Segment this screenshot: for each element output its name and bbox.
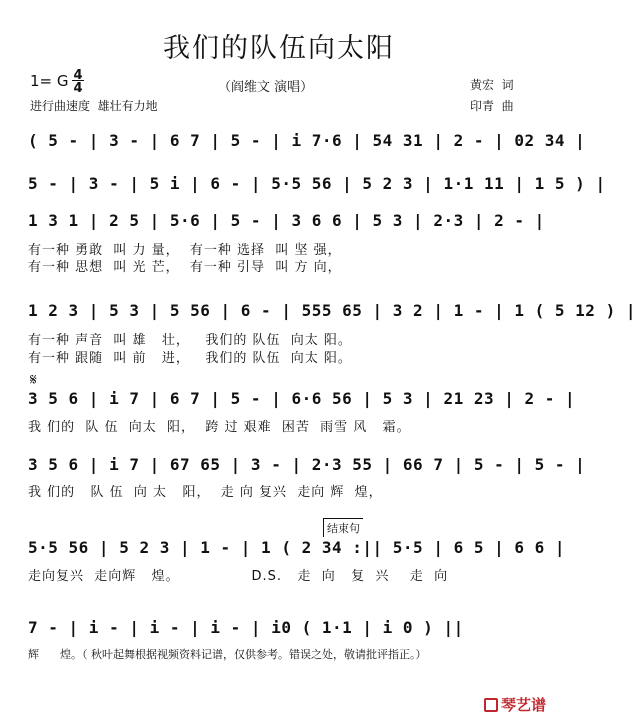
watermark-logo bbox=[474, 676, 546, 715]
score-row-8-lyric-1: 辉 煌。（ 秋叶起舞根据视频资料记谱，仅供参考。错误之处，敬请批评指正。） bbox=[28, 648, 427, 661]
lyricist-credit: 黄宏 词 bbox=[470, 78, 514, 92]
time-signature bbox=[72, 70, 84, 94]
score-row-4-notes: 1 2 3 | 5 3 | 5 56 | 6 - | 555 65 | 3 2 | 1 - | 1 ( 5 12 ) | bbox=[28, 301, 636, 320]
composer-credit: 印青 曲 bbox=[470, 99, 514, 113]
score-row-5-lyric-1: 我 们的 队 伍 向太 阳， 跨 过 艰难 困苦 雨雪 风 霜。 bbox=[28, 420, 411, 435]
piano-logo-icon bbox=[484, 698, 498, 712]
segno-sign: 𝄋 bbox=[30, 370, 37, 389]
score-row-7-notes: 5·5 56 | 5 2 3 | 1 - | 1 ( 2 34 :|| 5·5 | 6 5 | 6 6 | bbox=[28, 538, 566, 557]
time-signature-top: 4 bbox=[73, 68, 83, 83]
score-row-3-notes: 1 3 1 | 2 5 | 5·6 | 5 - | 3 6 6 | 5 3 | 2·3 | 2 - | bbox=[28, 211, 545, 230]
score-row-6-notes: 3 5 6 | i 7 | 67 65 | 3 - | 2·3 55 | 66 7 | 5 - | 5 - | bbox=[28, 455, 586, 474]
performer-credit: （阎维文 演唱） bbox=[218, 80, 314, 95]
song-title: 我们的队伍向太阳 bbox=[163, 33, 395, 64]
ending-label: 结束句 bbox=[323, 518, 363, 537]
score-row-5-notes: 3 5 6 | i 7 | 6 7 | 5 - | 6·6 56 | 5 3 | 21 23 | 2 - | bbox=[28, 389, 576, 408]
time-signature-rule bbox=[72, 80, 84, 81]
score-row-7-lyric-1: 走向复兴 走向辉 煌。 D.S. 走 向 复 兴 走 向 bbox=[28, 569, 449, 584]
watermark-text: 琴艺谱 bbox=[500, 696, 546, 714]
time-signature-bottom: 4 bbox=[73, 81, 83, 96]
tempo-marking: 进行曲速度 雄壮有力地 bbox=[30, 99, 158, 113]
score-row-1-notes: ( 5 - | 3 - | 6 7 | 5 - | i 7·6 | 54 31 | 2 - | 02 34 | bbox=[28, 131, 586, 150]
score-row-6-lyric-1: 我 们的 队 伍 向 太 阳， 走 向 复兴 走向 辉 煌， bbox=[28, 485, 383, 500]
score-row-3-lyric-1: 有一种 勇敢 叫 力 量， 有一种 选择 叫 坚 强， bbox=[28, 243, 342, 258]
score-row-3-lyric-2: 有一种 思想 叫 光 芒， 有一种 引导 叫 方 向， bbox=[28, 260, 342, 275]
score-row-2-notes: 5 - | 3 - | 5 i | 6 - | 5·5 56 | 5 2 3 | 1·1 11 | 1 5 ) | bbox=[28, 174, 606, 193]
score-row-8-notes: 7 - | i - | i - | i - | i0 ( 1·1 | i 0 ) || bbox=[28, 618, 464, 637]
score-row-4-lyric-2: 有一种 跟随 叫 前 进， 我们的 队伍 向太 阳。 bbox=[28, 351, 352, 366]
score-row-4-lyric-1: 有一种 声音 叫 雄 壮， 我们的 队伍 向太 阳。 bbox=[28, 333, 352, 348]
key-signature: 1= G bbox=[30, 72, 69, 90]
